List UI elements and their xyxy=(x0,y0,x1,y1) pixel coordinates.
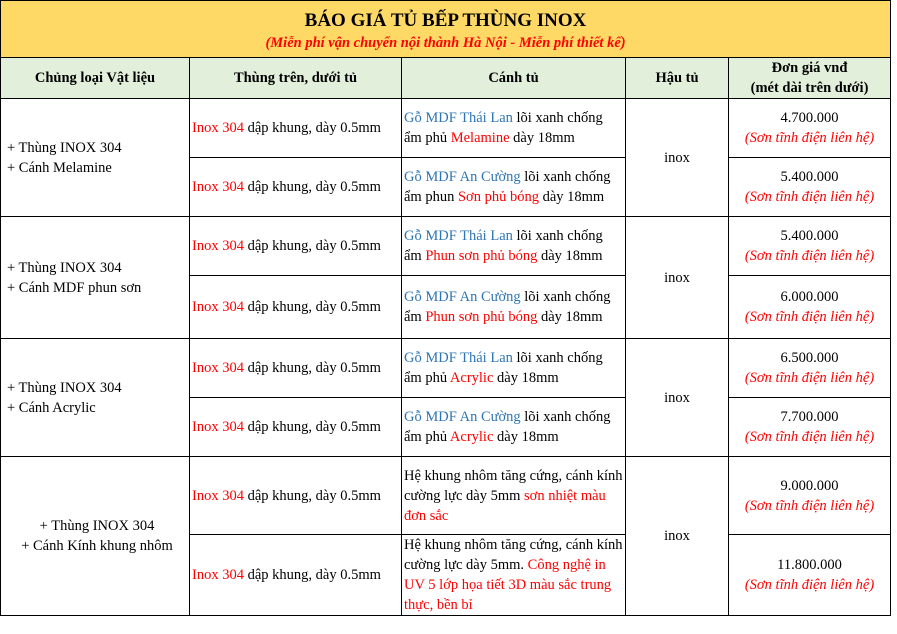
box-cell: Inox 304 dập khung, dày 0.5mm xyxy=(190,398,402,457)
material-line: + Cánh MDF phun sơn xyxy=(7,279,142,296)
material-line: + Cánh Melamine xyxy=(7,159,112,176)
price-cell: 6.000.000 (Sơn tĩnh điện liên hệ) xyxy=(729,276,891,339)
box-cell: Inox 304 dập khung, dày 0.5mm xyxy=(190,339,402,398)
material-line: + Thùng INOX 304 xyxy=(39,518,155,534)
material-line: + Thùng INOX 304 xyxy=(7,379,122,396)
door-cell: Gỗ MDF An Cường lõi xanh chống ẩm phun Sơn phủ bóng dày 18mm xyxy=(402,158,626,217)
back-cell: inox xyxy=(626,217,729,339)
header-door: Cánh tủ xyxy=(402,58,626,99)
header-row xyxy=(1,58,891,99)
material-line: + Cánh Acrylic xyxy=(7,399,96,416)
door-cell: Hệ khung nhôm tăng cứng, cánh kính cường lực dày 5mm. Công nghệ in UV 5 lớp họa tiết 3D màu sắc trung thực, bền bỉ xyxy=(402,535,626,616)
back-cell: inox xyxy=(626,457,729,616)
box-cell: Inox 304 dập khung, dày 0.5mm xyxy=(190,158,402,217)
price-cell: 9.000.000 (Sơn tĩnh điện liên hệ) xyxy=(729,457,891,535)
door-cell: Gỗ MDF Thái Lan lõi xanh chống ẩm phủ Melamine dày 18mm xyxy=(402,99,626,158)
header-price xyxy=(729,58,891,99)
material-line: + Cánh Kính khung nhôm xyxy=(21,538,173,554)
material-cell xyxy=(1,99,190,217)
table-row xyxy=(1,457,891,535)
header-back: Hậu tủ xyxy=(626,58,729,99)
box-cell: Inox 304 dập khung, dày 0.5mm xyxy=(190,535,402,616)
material-cell xyxy=(1,217,190,339)
price-cell: 6.500.000 (Sơn tĩnh điện liên hệ) xyxy=(729,339,891,398)
material-line: + Thùng INOX 304 xyxy=(7,259,122,276)
title-banner xyxy=(1,1,891,58)
header-material: Chủng loại Vật liệu xyxy=(1,58,190,99)
price-cell: 7.700.000 (Sơn tĩnh điện liên hệ) xyxy=(729,398,891,457)
table-row xyxy=(1,217,891,276)
page-subtitle: (Miễn phí vận chuyển nội thành Hà Nội - Miễn phí thiết kế) xyxy=(265,35,626,51)
table-row xyxy=(1,339,891,398)
table-row xyxy=(1,99,891,158)
material-cell xyxy=(1,339,190,457)
back-cell: inox xyxy=(626,339,729,457)
box-cell: Inox 304 dập khung, dày 0.5mm xyxy=(190,217,402,276)
back-cell: inox xyxy=(626,99,729,217)
header-price-line1: Đơn giá vnđ xyxy=(771,60,848,76)
header-box: Thùng trên, dưới tủ xyxy=(190,58,402,99)
box-cell: Inox 304 dập khung, dày 0.5mm xyxy=(190,457,402,535)
material-cell xyxy=(1,457,190,616)
box-cell: Inox 304 dập khung, dày 0.5mm xyxy=(190,276,402,339)
door-cell: Gỗ MDF Thái Lan lõi xanh chống ẩm Phun sơn phủ bóng dày 18mm xyxy=(402,217,626,276)
door-cell: Gỗ MDF An Cường lõi xanh chống ẩm Phun sơn phủ bóng dày 18mm xyxy=(402,276,626,339)
price-cell: 4.700.000 (Sơn tĩnh điện liên hệ) xyxy=(729,99,891,158)
door-cell: Gỗ MDF Thái Lan lõi xanh chống ẩm phủ Acrylic dày 18mm xyxy=(402,339,626,398)
price-cell: 5.400.000 (Sơn tĩnh điện liên hệ) xyxy=(729,158,891,217)
material-line: + Thùng INOX 304 xyxy=(7,139,122,156)
door-cell: Gỗ MDF An Cường lõi xanh chống ẩm phủ Acrylic dày 18mm xyxy=(402,398,626,457)
header-price-line2: (mét dài trên dưới) xyxy=(750,80,869,96)
price-cell: 11.800.000 (Sơn tĩnh điện liên hệ) xyxy=(729,535,891,616)
box-cell: Inox 304 dập khung, dày 0.5mm xyxy=(190,99,402,158)
price-cell: 5.400.000 (Sơn tĩnh điện liên hệ) xyxy=(729,217,891,276)
door-cell: Hệ khung nhôm tăng cứng, cánh kính cường lực dày 5mm sơn nhiệt màu đơn sắc xyxy=(402,457,626,535)
page-title: BÁO GIÁ TỦ BẾP THÙNG INOX xyxy=(304,10,587,31)
